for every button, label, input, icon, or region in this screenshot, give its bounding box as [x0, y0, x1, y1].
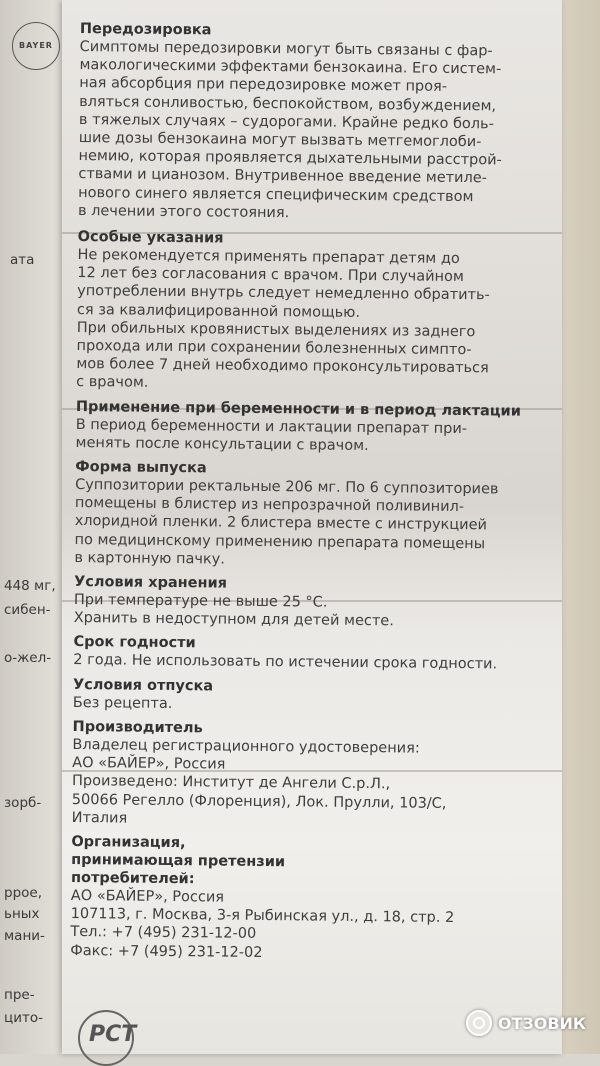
section-text-line: макологическими эффектами бензокаина. Его систем- — [79, 57, 502, 78]
section — [72, 718, 543, 832]
logo-text: BAYER — [19, 41, 53, 50]
section-text-line: прохода или при сохранении болезненных симпто- — [76, 338, 472, 359]
watermark — [466, 1010, 586, 1036]
stamp-text: РСТ — [89, 1022, 137, 1047]
section-text-line: хлоридной пленки. 2 блистера вместе с инструкцией — [74, 513, 488, 534]
section-text-line: При температуре не выше 25 °C. — [73, 592, 328, 611]
section-title: Условия отпуска — [72, 676, 214, 695]
section-text-line: Не рекомендуется применять препарат детям до — [77, 247, 460, 268]
section — [70, 833, 541, 965]
section — [76, 228, 548, 397]
certification-stamp — [78, 1010, 137, 1066]
section-text-line: Без рецепта. — [72, 694, 173, 712]
section-text-line: менять после консультации с врачом. — [75, 434, 369, 454]
left-page-fragment: о-жел- — [4, 650, 52, 666]
left-page-fragment: ьных — [4, 906, 40, 922]
section-text-line: Владелец регистрационного удостоверения: — [72, 736, 420, 757]
section-text-line: шие дозы бензокаина могут вызвать метгемоглоби- — [78, 130, 482, 151]
section-text-line: 50066 Регелло (Флоренция), Лок. Прулли, 103/С, — [71, 791, 447, 812]
section-text-line: по медицинскому применению препарата помещены — [74, 531, 486, 552]
section-text-line: АО «БАЙЕР», Россия — [70, 887, 225, 906]
leaflet-text — [70, 20, 550, 971]
section-text-line: 2 года. Не использовать по истечении срока годности. — [73, 652, 498, 673]
section-text-line: вляться сонливостью, беспокойством, возбуждением, — [79, 93, 497, 114]
section-text-line: нового синего является специфическим средством — [78, 184, 474, 205]
section-text-line: Тел.: +7 (495) 231-12-00 — [70, 924, 257, 943]
section-text-line: употреблении внутрь следует немедленно обратить- — [77, 283, 490, 304]
section — [74, 458, 545, 572]
left-page-fragment: цито- — [4, 1010, 43, 1026]
section-text-line: в тяжелых случаях – судорогами. Крайне редко боль- — [78, 111, 494, 133]
section-text-line: помещены в блистер из непрозрачной поливинил- — [74, 495, 465, 516]
section-text-line: Произведено: Институт де Ангели С.р.Л., — [71, 773, 391, 793]
section-text-line: немию, которая проявляется дыхательными расстрой- — [78, 148, 502, 169]
section-title: Особые указания — [77, 229, 224, 247]
section — [73, 633, 543, 674]
section-text-line: Симптомы передозировки могут быть связаны с фар- — [79, 38, 493, 60]
left-page-fragment: пре- — [4, 987, 35, 1003]
section-text-line: ся за квалифицированной помощью. — [76, 301, 361, 321]
section-title: Применение при беременности и в период лактации — [75, 398, 522, 420]
section-text-line: ствами и цианозом. Внутривенное введение метиле- — [78, 166, 488, 187]
section — [78, 20, 550, 225]
left-page-fragment: сибен- — [4, 602, 51, 618]
left-page-fragment: ата — [10, 252, 35, 268]
section-text-line: ная абсорбция при передозировке может проя- — [79, 75, 448, 96]
section-title: Организация, принимающая претензии потребителей: — [70, 833, 286, 888]
section-text-line: мов более 7 дней необходимо проконсультироваться — [76, 356, 489, 377]
section-text-line: в лечении этого состояния. — [77, 202, 290, 222]
section-text-line: В период беременности и лактации препарат при- — [75, 416, 468, 437]
section-text-line: Суппозитории ректальные 206 мг. По 6 суппозиториев — [75, 477, 499, 498]
section-text-line: Италия — [71, 809, 128, 827]
section-title: Передозировка — [79, 20, 212, 39]
section-text-line: 12 лет без согласования с врачом. При случайном — [77, 265, 464, 286]
section-text-line: 107113, г. Москва, 3-я Рыбинская ул., д. 18, стр. 2 — [70, 906, 455, 927]
bayer-logo — [12, 22, 60, 70]
section — [74, 573, 545, 632]
section-text-line: При обильных кровянистых выделениях из заднего — [76, 319, 476, 341]
left-page-fragment: ррое, — [4, 885, 42, 901]
section-text-line: АО «БАЙЕР», Россия — [72, 755, 226, 773]
section-title: Условия хранения — [74, 574, 228, 592]
section — [75, 398, 546, 457]
watermark-text: ОТЗОВИК — [497, 1013, 586, 1033]
section-title: Производитель — [72, 718, 203, 737]
section-text-line: с врачом. — [76, 374, 149, 392]
section-text-line: Факс: +7 (495) 231-12-02 — [70, 942, 263, 961]
left-page-fragment: зорб- — [4, 795, 42, 811]
section-title: Форма выпуска — [75, 459, 207, 477]
section-text-line: Хранить в недоступном для детей месте. — [73, 610, 394, 630]
left-page-fragment: 448 мг, — [4, 578, 56, 594]
watermark-logo-icon — [466, 1010, 492, 1036]
section — [73, 676, 543, 717]
section-title: Срок годности — [73, 634, 196, 652]
left-page-fragment: мани- — [4, 928, 45, 944]
section-text-line: в картонную пачку. — [74, 549, 226, 568]
